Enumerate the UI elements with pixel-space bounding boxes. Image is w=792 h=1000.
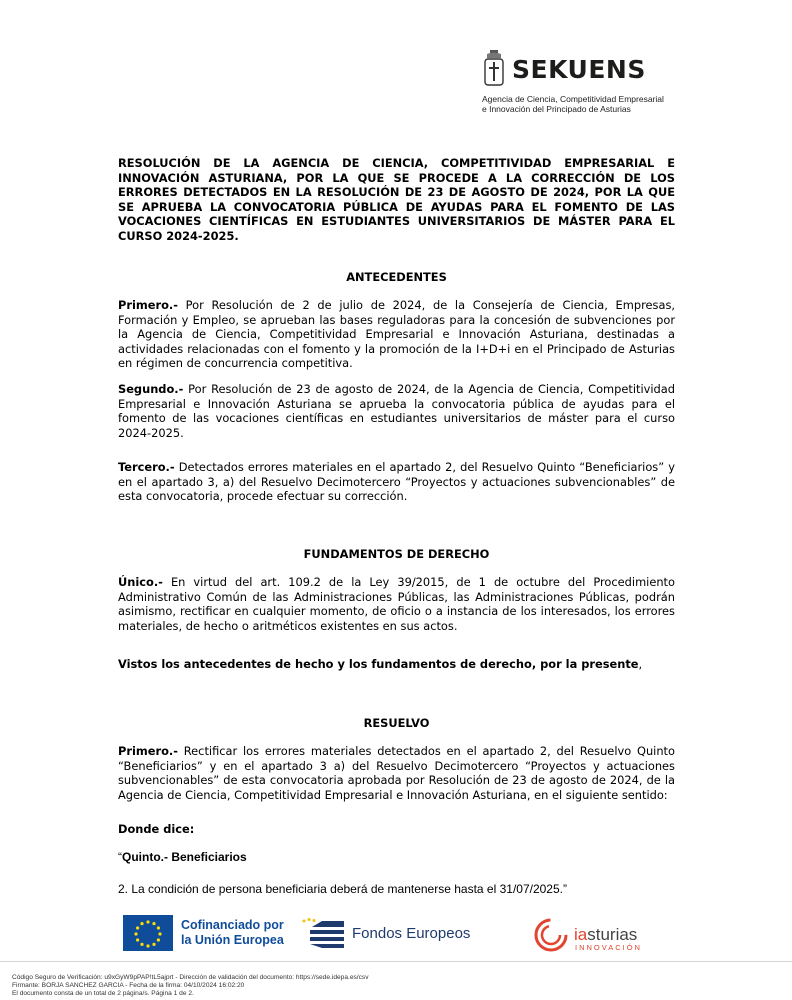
verification-code: Código Seguro de Verificación: u9xGyW9pPAP!tL5ajprt - Dirección de validación del documento: https://sede.idepa.es/csv — [12, 974, 369, 981]
heading-fundamentos: FUNDAMENTOS DE DERECHO — [303, 547, 490, 561]
paragraph-antecedente-segundo: Segundo.- Por Resolución de 23 de agosto de 2024, de la Agencia de Ciencia, Competitividad Empresarial e Innovación Asturiana se aprueba la convocatoria pública de ayudas para el fomento de las vocaciones científicas en estudiantes universitarios de máster para el curso 2024-2025. — [118, 382, 675, 440]
eu-flag-icon — [123, 915, 173, 951]
paragraph-vistos: Vistos los antecedentes de hecho y los fundamentos de derecho, por la presente, — [118, 657, 643, 671]
verification-footer — [12, 974, 369, 999]
paragraph-antecedente-primero: Primero.- Por Resolución de 2 de julio de 2024, de la Consejería de Ciencia, Empresas, Formación y Empleo, se aprueban las bases reguladoras para la concesión de subvenciones por la Agencia de Ciencia, Competitividad Empresarial e Innovación Asturiana, destinadas a actividades relacionadas con el fomento y la promoción de la I+D+i en el Principado de Asturias en régimen de concurrencia competitiva. — [118, 298, 675, 371]
fondos-europeos-icon — [300, 917, 346, 951]
org-subtitle: Agencia de Ciencia, Competitividad Empresarial e Innovación del Principado de Asturias — [482, 94, 664, 114]
heading-resuelvo: RESUELVO — [363, 716, 430, 730]
page-count: El documento consta de un total de 2 página/s. Página 1 de 2. — [12, 990, 194, 998]
iasturias-subtitle: INNOVACIÓN — [575, 943, 642, 952]
document-title: RESOLUCIÓN DE LA AGENCIA DE CIENCIA, COMPETITIVIDAD EMPRESARIAL E INNOVACIÓN ASTURIANA, POR LA QUE SE PROCEDE A LA CORRECCIÓN DE LOS ERRORES DETECTADOS EN LA RESOLUCIÓN DE 23 DE AGOSTO DE 2024, POR LA QUE SE APRUEBA LA CONVOCATORIA PÚBLICA DE AYUDAS PARA EL FOMENTO DE LAS VOCACIONES CIENTÍFICAS EN ESTUDIANTES UNIVERSITARIOS DE MÁSTER PARA EL CURSO 2024-2025. — [118, 156, 675, 243]
iasturias-logo-icon — [533, 917, 573, 953]
sekuens-logo — [482, 50, 682, 120]
paragraph-fundamento-unico: Único.- En virtud del art. 109.2 de la Ley 39/2015, de 1 de octubre del Procedimiento Administrativo Común de las Administraciones Públicas, las Administraciones Públicas, podrán asimismo, rectificar en cualquier momento, de oficio o a instancia de los interesados, los errores materiales, de hecho o aritméticos existentes en sus actos. — [118, 575, 675, 633]
signer-info: Firmante: BORJA SANCHEZ GARCIA - Fecha de la firma: 04/10/2024 16:02:20 — [12, 982, 245, 990]
asturias-crest-icon — [482, 50, 506, 88]
iasturias-text: iasturias — [574, 925, 638, 944]
org-name: SEKUENS — [512, 55, 646, 84]
eu-cofinanciado-text: Cofinanciado por la Unión Europea — [181, 918, 284, 947]
paragraph-antecedente-tercero: Tercero.- Detectados errores materiales en el apartado 2, del Resuelvo Quinto “Beneficiarios” y en el apartado 3, a) del Resuelvo Decimotercero “Proyectos y actuaciones subvencionables” de esta convocatoria, procede efectuar su corrección. — [118, 460, 675, 504]
fondos-europeos-text: Fondos Europeos — [352, 925, 471, 942]
quote-condicion-beneficiaria: 2. La condición de persona beneficiaria deberá de mantenerse hasta el 31/07/2025.” — [118, 882, 567, 896]
paragraph-resuelvo-primero: Primero.- Rectificar los errores materiales detectados en el apartado 2, del Resuelvo Quinto “Beneficiarios” y en el apartado 3 a) del Resuelvo Decimotercero “Proyectos y actuaciones subvencionables” de esta convocatoria aprobada por Resolución de 23 de agosto de 2024, de la Agencia de Ciencia, Competitividad Empresarial e Innovación Asturiana, en el siguiente sentido: — [118, 744, 675, 802]
heading-antecedentes: ANTECEDENTES — [346, 270, 447, 284]
label-donde-dice: Donde dice: — [118, 822, 195, 836]
quote-quinto-beneficiarios: “Quinto.- Beneficiarios — [118, 850, 247, 864]
footer-divider — [0, 961, 792, 962]
